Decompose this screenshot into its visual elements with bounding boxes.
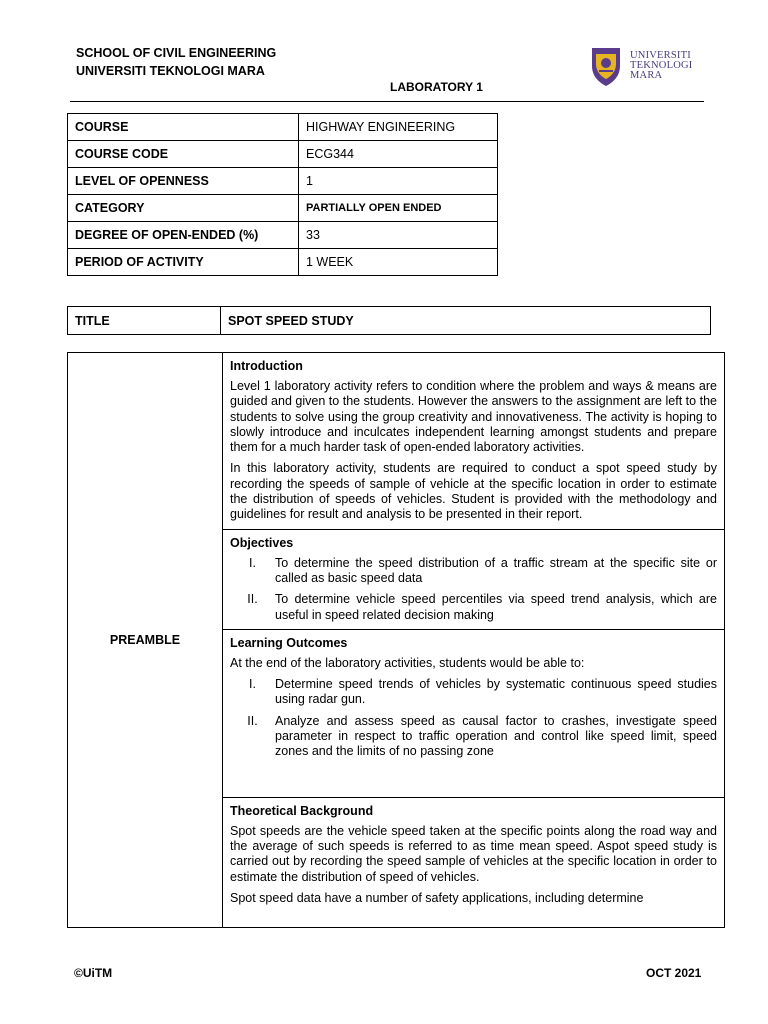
info-value: 33 [299,222,498,249]
list-number: I. [249,555,256,570]
university-name: UNIVERSITI TEKNOLOGI MARA [76,64,265,78]
objectives-section [223,529,725,629]
theory-paragraph-2: Spot speed data have a number of safety applications, including determine [230,891,644,906]
introduction-heading: Introduction [230,359,303,373]
info-key: CATEGORY [68,195,299,222]
introduction-section [223,353,725,530]
info-key: COURSE [68,114,299,141]
title-value: SPOT SPEED STUDY [221,307,711,335]
objectives-heading: Objectives [230,535,294,550]
uitm-crest-icon [588,44,624,88]
logo-text: UNIVERSITI TEKNOLOGI MARA [630,50,693,81]
footer-date: OCT 2021 [646,966,702,980]
theory-section [223,797,725,927]
info-value: ECG344 [299,141,498,168]
list-number: I. [249,677,256,692]
header-divider [70,101,704,102]
course-info-table [67,113,498,276]
uitm-logo [588,40,706,92]
introduction-paragraph-2: In this laboratory activity, students are required to conduct a spot speed study by recording the speeds of sample of vehicle at the specific location in order to estimate the distribution of speeds of vehicles. Student is provided with the methodology and guidelines for result and analysis to be presented in their report. [230,461,717,522]
theory-paragraph-1: Spot speeds are the vehicle speed taken at the specific points along the road way and the average of such speeds is referred to as time mean speed. Aspot speed study is carried out by recording the speed sample of vehicles at the specific location in order to estimate the distribution of speed of vehicles. [230,823,717,884]
table-row [68,114,498,141]
info-value: HIGHWAY ENGINEERING [299,114,498,141]
list-text: Analyze and assess speed as causal factor to crashes, investigate speed parameter in respect to traffic operation and control like speed limit, speed zones and the limits of no passing zone [275,713,717,759]
table-row [68,307,711,335]
theory-content [230,804,717,921]
info-value: 1 [299,168,498,195]
list-text: To determine vehicle speed percentiles via speed trend analysis, which are useful in speed related decision making [275,592,717,622]
list-item [230,714,717,760]
list-text: To determine the speed distribution of a traffic stream at the specific site or called as basic speed data [275,555,717,585]
list-number: II. [247,592,258,607]
school-name: SCHOOL OF CIVIL ENGINEERING [76,46,277,60]
list-item [230,677,717,708]
title-key: TITLE [68,307,221,335]
list-item [230,592,717,623]
title-table [67,306,711,335]
preamble-label: PREAMBLE [68,353,223,928]
learning-outcomes-intro: At the end of the laboratory activities, students would be able to: [230,655,585,670]
list-text: Determine speed trends of vehicles by systematic continuous speed studies using radar gun. [275,677,717,707]
header-school-block [76,44,276,80]
table-row [68,353,725,530]
learning-outcomes-section [223,629,725,797]
info-value: PARTIALLY OPEN ENDED [299,195,498,222]
laboratory-title: LABORATORY 1 [390,80,483,94]
info-key: PERIOD OF ACTIVITY [68,249,299,276]
info-key: COURSE CODE [68,141,299,168]
footer-copyright: ©UiTM [74,966,113,980]
learning-outcomes-list [230,677,717,759]
list-item [230,556,717,587]
table-row [68,222,498,249]
preamble-table [67,352,725,928]
table-row [68,141,498,168]
theory-heading: Theoretical Background [230,803,374,818]
objectives-list [230,556,717,623]
info-key: LEVEL OF OPENNESS [68,168,299,195]
info-value: 1 WEEK [299,249,498,276]
table-row [68,249,498,276]
table-row [68,168,498,195]
introduction-paragraph-1: Level 1 laboratory activity refers to condition where the problem and ways & means are guided and given to the students. However the answers to the assignment are left to the students to solve using the group creativity and innovativeness. The activity is hoping to slowly introduce and inculcates independent learning amongst students and prepare them for a much harder task of open-ended laboratory activities. [230,379,717,455]
list-number: II. [247,713,258,728]
table-row [68,195,498,222]
info-key: DEGREE OF OPEN-ENDED (%) [68,222,299,249]
learning-outcomes-heading: Learning Outcomes [230,635,348,650]
